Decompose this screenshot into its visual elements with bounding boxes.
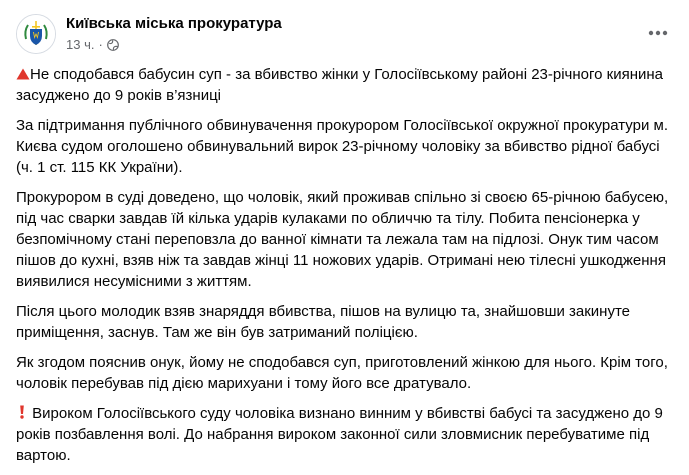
more-horizontal-icon [648,30,668,36]
post-meta [66,37,119,52]
post-paragraph: Прокурором в суді доведено, що чоловік, який проживав спільно зі своєю 65-річною бабусею, під час сварки завдав їй кілька ударів кулаками по обличчю та тілу. Побита пенсіонерка у безпомічному стані переповзла до ванної кімнати та лежала там на підлозі. Онук тим часом пішов до кухні, взяв ніж та завдав жінці 11 ножових ударів. Отримані нею тілесні ушкодження виявилися несумісними з життям. [16,189,669,290]
prosecutor-emblem-icon [17,15,55,53]
red-triangle-icon [16,68,30,80]
red-exclamation-icon [16,405,28,419]
post-header [16,12,673,56]
page-name-link[interactable]: Київська міська прокуратура [66,15,282,32]
post-paragraph: Як згодом пояснив онук, йому не сподобався суп, приготовлений жінкою для нього. Крім того, чоловік перебував під дією марихуани і тому його все дратувало. [16,354,668,392]
post-title [16,64,673,106]
post-body [16,64,673,475]
post-paragraph: Після цього молодик взяв знаряддя вбивства, пішов на вулицю та, знайшовши закинуте приміщення, заснув. Там же він був затриманий поліцією. [16,303,631,341]
post-timestamp[interactable]: 13 ч. [66,37,95,52]
globe-icon[interactable] [107,39,119,51]
post-final-text: Вироком Голосіївського суду чоловіка визнано винним у вбивстві бабусі та засуджено до 9 років позбавлення волі. До набрання вироком законної сили зловмисник перебуватиме під вартою. [16,405,663,464]
post-paragraph: За підтримання публічного обвинувачення прокурором Голосіївської окружної прокуратури м. Києва судом оголошено обвинувальний вирок 23-річному чоловіку за вбивство рідної бабусі (ч. 1 ст. 115 КК України). [16,117,669,176]
post-title-text: Не сподобався бабусин суп - за вбивство жінки у Голосіївському районі 23-річного киянина засуджено до 9 років в’язниці [16,66,664,104]
post-final-paragraph [16,403,673,466]
more-options-button[interactable] [643,18,673,48]
meta-separator: · [98,37,103,52]
page-avatar[interactable] [16,14,56,54]
